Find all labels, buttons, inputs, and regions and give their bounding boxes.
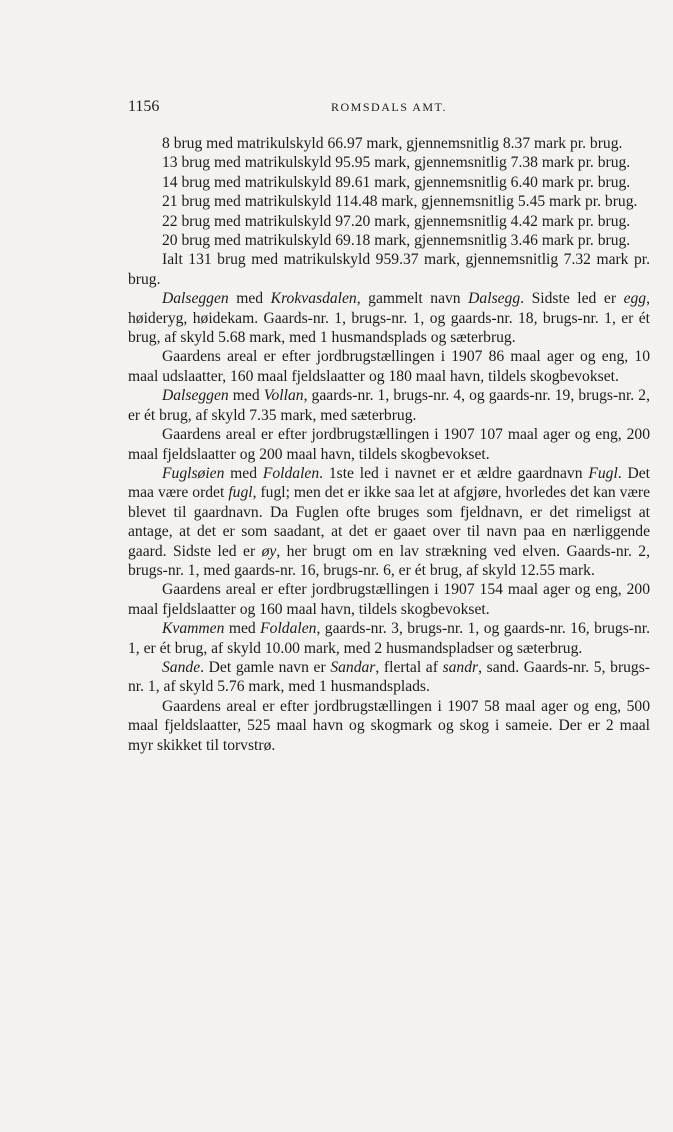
word: øy: [261, 542, 277, 560]
entry-text: , flertal af: [375, 658, 443, 676]
entry-text: med: [228, 290, 271, 308]
entry-text: , sand. Gaards-nr. 5, brugs-nr. 1, af skyld 5.76 mark, med 1 husmandsplads.: [128, 658, 650, 696]
page-header: [128, 98, 650, 120]
farm-name: Foldalen: [260, 620, 317, 638]
entry-text: med: [228, 387, 264, 405]
entry-text: , gaards-nr. 3, brugs-nr. 1, og gaards-nr. 16, brugs-nr. 1, er ét brug, af skyld 10.00 mark, med 2 husmandspladser og sæterbrug.: [128, 620, 650, 657]
farm-name: Foldalen: [262, 464, 320, 482]
word: fugl: [228, 484, 253, 502]
entry-text: . Sidste led er: [520, 290, 624, 308]
farm-name: Dalseggen: [162, 290, 229, 308]
paragraph: 22 brug med matrikulskyld 97.20 mark, gjennemsnitlig 4.42 mark pr. brug.: [162, 212, 631, 230]
paragraph-areal: Gaardens areal er efter jordbrugstællingen i 1907 107 maal ager og eng, 200 maal fjeldslaatter og 200 maal havn, tildels skogbevokset.: [128, 426, 650, 463]
paragraph: 14 brug med matrikulskyld 89.61 mark, gjennemsnitlig 6.40 mark pr. brug.: [162, 173, 631, 191]
paragraph-areal: Gaardens areal er efter jordbrugstællingen i 1907 86 maal ager og eng, 10 maal udslaatter, 160 maal fjeldslaatter og 180 maal havn, tildels skogbevokset.: [128, 348, 650, 385]
entry-text: med: [224, 620, 261, 638]
farm-name: Fuglsøien: [162, 464, 225, 482]
running-title: ROMSDALS AMT.: [331, 100, 447, 114]
farm-name: Vollan: [263, 387, 304, 405]
paragraph: 8 brug med matrikulskyld 66.97 mark, gjennemsnitlig 8.37 mark pr. brug.: [162, 135, 623, 152]
entry-kvammen: [128, 619, 650, 658]
entry-text: med: [224, 464, 263, 482]
entry-text: . 1ste led i navnet er et ældre gaardnavn: [319, 464, 589, 482]
entry-text: , gaards-nr. 1, brugs-nr. 4, og gaards-nr. 19, brugs-nr. 2, er ét brug, af skyld 7.35 mark, med sæterbrug.: [128, 387, 650, 424]
page-body: [128, 134, 650, 755]
entry-text: , høideryg, høidekam. Gaards-nr. 1, brugs-nr. 1, og gaards-nr. 18, brugs-nr. 1, er ét brug, af skyld 5.68 mark, med 1 husmandsplads og sæterbrug.: [128, 290, 650, 347]
farm-name: Krokvasdalen: [270, 290, 357, 308]
entry-text: , her brugt om en lav strækning ved elven. Gaards-nr. 2, brugs-nr. 1, med gaards-nr. 16, brugs-nr. 6, er ét brug, af skyld 12.55 mark.: [128, 542, 650, 579]
word: Fugl: [588, 464, 618, 482]
paragraph-total: Ialt 131 brug med matrikulskyld 959.37 mark, gjennemsnitlig 7.32 mark pr. brug.: [128, 251, 650, 288]
paragraph-areal: Gaardens areal er efter jordbrugstællingen i 1907 58 maal ager og eng, 500 maal fjeldslaatter, 525 maal havn og skogmark og skog i sameie. Der er 2 maal myr skikket til torvstrø.: [128, 697, 650, 754]
paragraph: 20 brug med matrikulskyld 69.18 mark, gjennemsnitlig 3.46 mark pr. brug.: [162, 232, 631, 250]
farm-name: Sande: [162, 658, 201, 676]
farm-name: Kvammen: [162, 620, 225, 638]
word: egg: [623, 290, 647, 308]
old-name: Sandar: [330, 658, 376, 676]
entry-text: , gammelt navn: [356, 290, 469, 308]
entry-sande: [128, 658, 650, 697]
entry-dalseggen-krokvasdalen: [128, 289, 650, 347]
paragraph: 13 brug med matrikulskyld 95.95 mark, gjennemsnitlig 7.38 mark pr. brug.: [162, 154, 631, 172]
farm-name: Dalseggen: [162, 387, 229, 405]
entry-fuglsoien: [128, 464, 650, 580]
entry-dalseggen-vollan: [128, 386, 650, 425]
paragraph-areal: Gaardens areal er efter jordbrugstællingen i 1907 154 maal ager og eng, 200 maal fjeldslaatter og 160 maal havn, tildels skogbevokset.: [128, 581, 650, 618]
old-name: Dalsegg: [468, 290, 521, 308]
entry-text: . Det gamle navn er: [200, 658, 331, 676]
entry-text: , fugl; men det er ikke saa let at afgjøre, hvorledes det kan være blevet til gaardnavn. Da Fuglen ofte bruges som fjeldnavn, er det rimeligst at antage, at det er som saadant, at det er gaaet over til navn paa en nærliggende gaard. Sidste led er: [128, 484, 650, 560]
paragraph: 21 brug med matrikulskyld 114.48 mark, gjennemsnitlig 5.45 mark pr. brug.: [162, 193, 638, 211]
entry-text: . Det maa være ordet: [128, 464, 650, 502]
word: sandr: [442, 658, 479, 676]
page-number: 1156: [128, 98, 160, 115]
